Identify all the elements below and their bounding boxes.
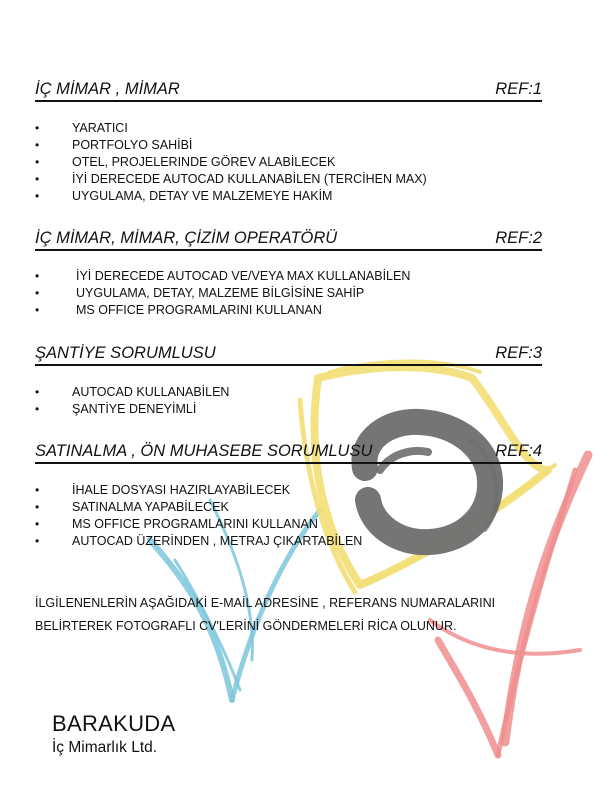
company-name: BARAKUDA — [52, 711, 176, 736]
list-item-text: YARATICI — [72, 121, 128, 135]
list-item-text: UYGULAMA, DETAY, MALZEME BİLGİSİNE SAHİP — [76, 286, 365, 300]
section-ref: REF:2 — [495, 229, 542, 247]
bullet: • — [35, 172, 40, 186]
job-section-ref3 — [35, 344, 542, 416]
job-section-ref2 — [35, 229, 542, 317]
list-item-text: PORTFOLYO SAHİBİ — [72, 138, 193, 152]
list-item-text: MS OFFICE PROGRAMLARINI KULLANAN — [72, 517, 318, 531]
job-section-ref1 — [35, 80, 542, 203]
bullet: • — [35, 138, 40, 152]
list-item-text: ŞANTİYE DENEYİMLİ — [72, 402, 197, 416]
bullet: • — [35, 286, 40, 300]
section-ref: REF:1 — [495, 80, 542, 98]
notice-line: İLGİLENENLERİN AŞAĞIDAKİ E-MAİL ADRESİNE , REFERANS NUMARALARINI — [35, 596, 496, 610]
section-title: ŞANTİYE SORUMLUSU — [35, 344, 216, 362]
section-ref: REF:4 — [495, 442, 542, 460]
job-section-ref4 — [35, 442, 542, 548]
section-title: SATINALMA , ÖN MUHASEBE SORUMLUSU — [35, 442, 373, 460]
notice-line: BELİRTEREK FOTOGRAFLI CV'LERİNİ GÖNDERMELERİ RİCA OLUNUR. — [35, 619, 457, 633]
section-ref: REF:3 — [495, 344, 542, 362]
bullet: • — [35, 189, 40, 203]
bullet: • — [35, 534, 40, 548]
bullet: • — [35, 385, 40, 399]
company-subtitle: İç Mimarlık Ltd. — [52, 739, 158, 756]
bullet: • — [35, 155, 40, 169]
list-item-text: İYİ DERECEDE AUTOCAD VE/VEYA MAX KULLANABİLEN — [76, 269, 411, 283]
list-item-text: OTEL, PROJELERINDE GÖREV ALABİLECEK — [72, 155, 336, 169]
list-item-text: MS OFFICE PROGRAMLARINI KULLANAN — [76, 303, 322, 317]
section-title: İÇ MİMAR, MİMAR, ÇİZİM OPERATÖRÜ — [35, 229, 338, 247]
bullet: • — [35, 483, 40, 497]
application-notice — [35, 592, 575, 638]
list-item-text: UYGULAMA, DETAY VE MALZEMEYE HAKİM — [72, 189, 333, 203]
bullet: • — [35, 500, 40, 514]
section-heading — [35, 344, 542, 366]
company-block — [52, 710, 175, 758]
bullet: • — [35, 121, 40, 135]
section-heading — [35, 80, 542, 102]
bullet: • — [35, 269, 40, 283]
section-heading — [35, 442, 542, 464]
list-item-text: AUTOCAD KULLANABİLEN — [72, 385, 230, 399]
bullet: • — [35, 402, 40, 416]
list-item-text: AUTOCAD ÜZERİNDEN , METRAJ ÇIKARTABİLEN — [72, 534, 363, 548]
bullet: • — [35, 303, 40, 317]
section-heading — [35, 229, 542, 251]
list-item-text: İYİ DERECEDE AUTOCAD KULLANABİLEN (TERCİHEN MAX) — [72, 172, 427, 186]
section-title: İÇ MİMAR , MİMAR — [35, 80, 180, 98]
bullet: • — [35, 517, 40, 531]
list-item-text: SATINALMA YAPABİLECEK — [72, 500, 229, 514]
list-item-text: İHALE DOSYASI HAZIRLAYABİLECEK — [72, 483, 291, 497]
